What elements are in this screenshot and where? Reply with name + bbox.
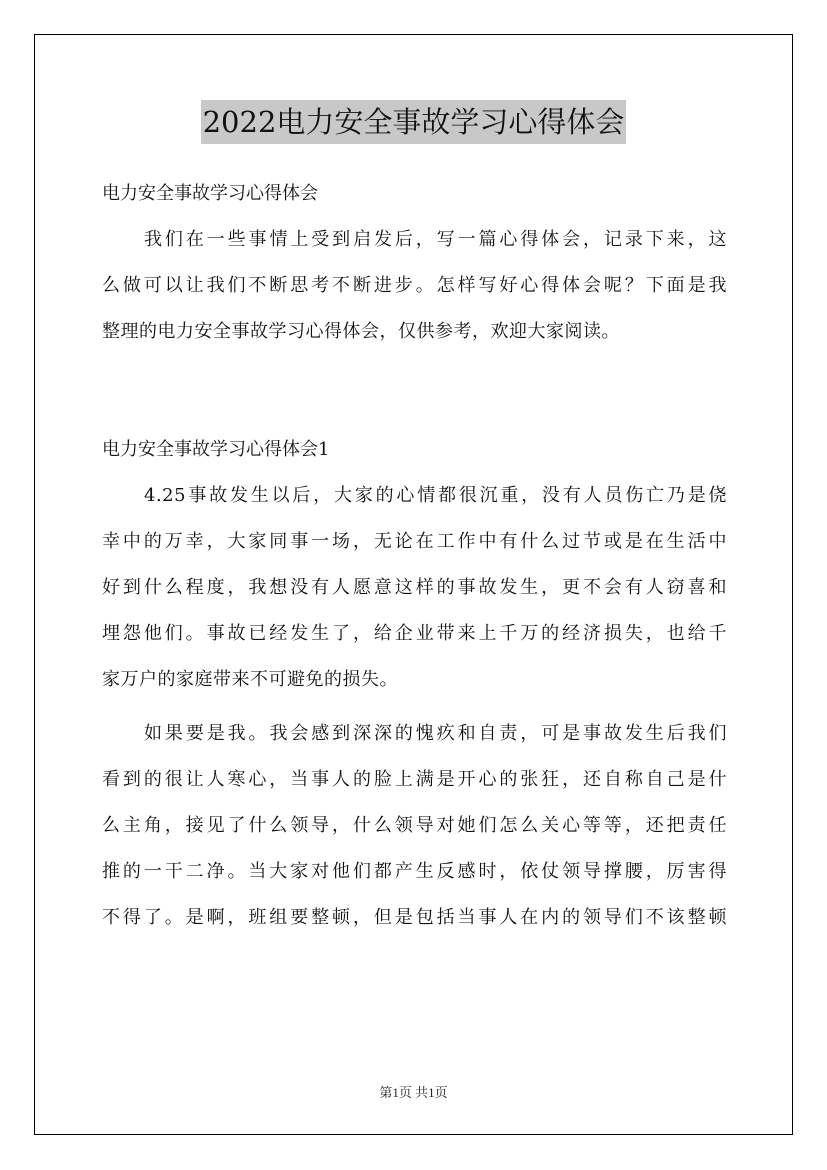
section-heading: 电力安全事故学习心得体会1: [102, 439, 330, 460]
document-subtitle: 电力安全事故学习心得体会: [102, 183, 318, 204]
paragraph-line: 幸中的万幸，大家同事一场，无论在工作中有什么过节或是在生活中: [102, 531, 727, 552]
intro-paragraph: [102, 217, 727, 355]
title-container: [0, 100, 827, 144]
paragraph-line: 推的一干二净。当大家对他们都产生反感时，依仗领导撑腰，厉害得: [102, 861, 727, 882]
paragraph-line: 如果要是我。我会感到深深的愧疚和自责，可是事故发生后我们: [144, 723, 727, 744]
paragraph-1: [102, 473, 727, 703]
paragraph-line: 家万户的家庭带来不可避免的损失。: [102, 669, 398, 690]
paragraph-line: 看到的很让人寒心，当事人的脸上满是开心的张狂，还自称自己是什: [102, 769, 727, 790]
paragraph-line: 埋怨他们。事故已经发生了，给企业带来上千万的经济损失，也给千: [102, 623, 727, 644]
intro-line: 整理的电力安全事故学习心得体会，仅供参考，欢迎大家阅读。: [102, 321, 620, 342]
paragraph-line: 么主角，接见了什么领导，什么领导对她们怎么关心等等，还把责任: [102, 815, 727, 836]
intro-line: 我们在一些事情上受到启发后，写一篇心得体会，记录下来，这: [144, 229, 727, 250]
paragraph-2: [102, 711, 727, 941]
document-body: [102, 171, 727, 949]
paragraph-line: 好到什么程度，我想没有人愿意这样的事故发生，更不会有人窃喜和: [102, 577, 727, 598]
document-title: 2022电力安全事故学习心得体会: [201, 100, 627, 144]
paragraph-line: 不得了。是啊，班组要整顿，但是包括当事人在内的领导们不该整顿: [102, 907, 727, 928]
page-footer: 第1页 共1页: [379, 1085, 448, 1100]
spacer: [102, 363, 727, 427]
intro-line: 么做可以让我们不断思考不断进步。怎样写好心得体会呢？下面是我: [102, 275, 727, 296]
paragraph-line: 4.25事故发生以后，大家的心情都很沉重，没有人员伤亡乃是侥: [144, 485, 727, 506]
